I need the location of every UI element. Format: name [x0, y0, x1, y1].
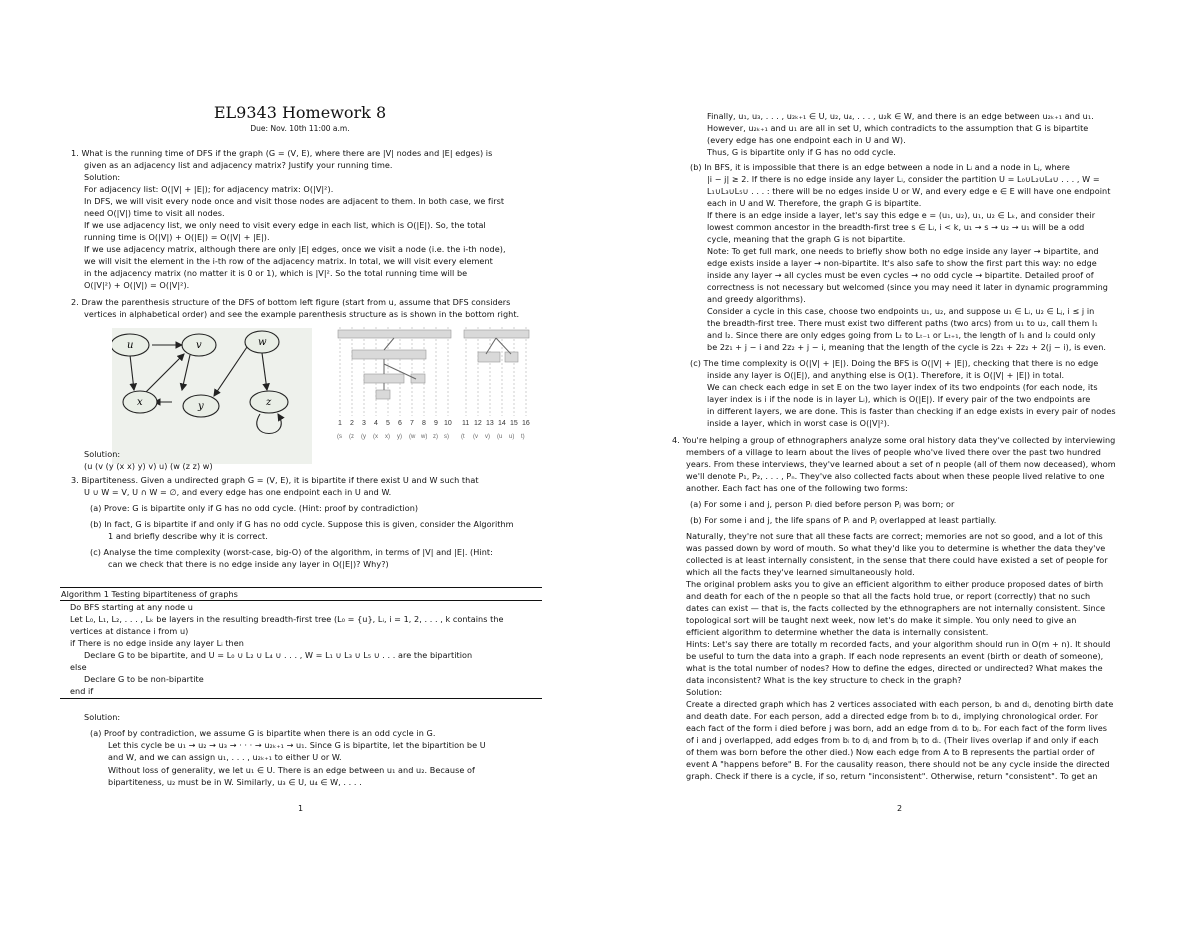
- timeline-paren-labels: [337, 434, 525, 440]
- paren-label: (v: [473, 434, 478, 440]
- tick-label: 3: [362, 420, 366, 427]
- paren-label: z): [433, 434, 438, 440]
- text-line: inside any layer is O(|E|), and anything else is O(1). Therefore, it is O(|V| + |E|) in total.: [707, 370, 1065, 380]
- text-line: and l₂. Since there are only edges going from Lₜ to Lₜ₋₁ or Lₜ₊₁, the length of l₁ and l₂ could only: [707, 330, 1096, 340]
- text-line: 4. You're helping a group of ethnographers analyze some oral history data they've collected by interviewing: [672, 435, 1116, 445]
- node-label-v: v: [196, 340, 202, 351]
- text-line: event A "happens before" B. For the causality reason, there should not be any cycle inside the directed: [686, 759, 1110, 769]
- timeline-ticks: [338, 420, 530, 427]
- text-line: Solution:: [84, 712, 121, 722]
- text-line: (a) For some i and j, person Pᵢ died before person Pⱼ was born; or: [690, 499, 955, 509]
- paren-label: (y: [361, 434, 366, 440]
- node-label-w: w: [258, 337, 267, 348]
- text-line: In DFS, we will visit every node once and visit those nodes are adjacent to them. In both case, we first: [84, 196, 505, 206]
- node-label-z: z: [266, 397, 272, 408]
- text-line: be 2z₁ + j − i and 2z₂ + j − i, meaning that the length of the cycle is 2z₁ + 2z₂ + 2(j − i), is even.: [707, 342, 1106, 352]
- paren-label: u): [509, 434, 515, 440]
- node-label-x: x: [137, 397, 143, 408]
- paren-label: w): [421, 434, 428, 440]
- text-line: in different layers, we are done. This is faster than checking if an edge exists in every pair of nodes: [707, 406, 1116, 416]
- text-line: running time is O(|V|) + O(|E|) = O(|V| + |E|).: [84, 232, 270, 242]
- text-line: Create a directed graph which has 2 vertices associated with each person, bᵢ and dᵢ, denoting birth date: [686, 699, 1114, 709]
- text-line: Hints: Let's say there are totally m recorded facts, and your algorithm should run in O(m + n). It should: [686, 639, 1111, 649]
- paren-label: (u: [497, 434, 503, 440]
- text-line: |i − j| ≥ 2. If there is no edge inside any layer Lᵢ, consider the partition U = L₀∪L₂∪L₄∪ . . . , W =: [707, 174, 1100, 184]
- tick-label: 13: [486, 420, 494, 427]
- text-line: L₁∪L₃∪L₅∪ . . . : there will be no edges inside U or W, and every edge e ∈ E will have one endpoint: [707, 186, 1111, 196]
- tick-label: 8: [422, 420, 426, 427]
- text-line: The original problem asks you to give an efficient algorithm to either produce proposed dates of birth: [686, 579, 1104, 589]
- text-line: data inconsistent? What is the key structure to check in the graph?: [686, 675, 962, 685]
- text-line: Thus, G is bipartite only if G has no odd cycle.: [707, 147, 896, 157]
- tick-label: 15: [510, 420, 518, 427]
- text-line: If there is an edge inside a layer, let's say this edge e = (u₁, u₂), u₁, u₂ ∈ Lₖ, and consider their: [707, 210, 1096, 220]
- algorithm-line: Let L₀, L₁, L₂, . . . , Lₖ be layers in the resulting breadth-first tree (L₀ = {u}, Lᵢ, i = 1, 2, . . . , k contains the: [70, 614, 504, 624]
- text-line: inside any layer → all cycles must be even cycles → no odd cycle → bipartite. Detailed proof of: [707, 270, 1094, 280]
- text-line: (b) In fact, G is bipartite if and only if G has no odd cycle. Suppose this is given, consider the Algorithm: [90, 519, 514, 529]
- text-line: We can check each edge in set E on the two layer index of its two endpoints (for each node, its: [707, 382, 1098, 392]
- text-line: layer index is i if the node is in layer Lᵢ), which is O(|E|). If every pair of the two endpoints are: [707, 394, 1091, 404]
- text-line: (c) The time complexity is O(|V| + |E|). Doing the BFS is O(|V| + |E|), checking that there is no edge: [690, 358, 1099, 368]
- algorithm-line: end if: [70, 686, 94, 696]
- text-line: (b) In BFS, it is impossible that there is an edge between a node in Lᵢ and a node in Lⱼ, where: [690, 162, 1070, 172]
- text-line: and greedy algorithms).: [707, 294, 806, 304]
- text-line: inside a layer, which in worst case is O(|V|²).: [707, 418, 890, 428]
- parenthesis-structure-figure: [336, 324, 542, 444]
- tick-label: 16: [522, 420, 530, 427]
- text-line: correctness is not necessary but welcomed (since you may need it later in dynamic programming: [707, 282, 1108, 292]
- text-line: the breadth-first tree. There must exist two different paths (two arcs) from u₁ to u₂, call them l₁: [707, 318, 1098, 328]
- due-date: Due: Nov. 10th 11:00 a.m.: [250, 124, 350, 133]
- text-line: which all the facts they've learned simultaneously hold.: [686, 567, 915, 577]
- text-line: collected is at least internally consistent, in the sense that there could have existed a set of people for: [686, 555, 1108, 565]
- text-line: cycle, meaning that the graph G is not bipartite.: [707, 234, 906, 244]
- text-line: another. Each fact has one of the following two forms:: [686, 483, 908, 493]
- text-line: If we use adjacency matrix, although there are only |E| edges, once we visit a node (i.e. the i-th node),: [84, 244, 506, 254]
- algorithm-bottom-rule: [60, 698, 542, 699]
- text-line: and death for each of the n people so that all the facts hold true, or report (correctly) that no such: [686, 591, 1091, 601]
- paren-label: t): [521, 434, 525, 440]
- text-line: edge exists inside a layer → non-bipartite. It's also safe to show the first part this way: no edge: [707, 258, 1097, 268]
- text-line: 3. Bipartiteness. Given a undirected graph G = (V, E), it is bipartite if there exist U and W such that: [71, 475, 479, 485]
- text-line: need O(|V|) time to visit all nodes.: [84, 208, 225, 218]
- text-line: years. From these interviews, they've learned about a set of n people (all of them now deceased), whom: [686, 459, 1116, 469]
- text-line: vertices in alphabetical order) and see the example parenthesis structure as is shown in the bottom right.: [84, 309, 520, 319]
- text-line: bipartiteness, u₂ must be in W. Similarly, u₃ ∈ U, u₄ ∈ W, . . . .: [108, 777, 362, 787]
- text-line: Solution:: [84, 172, 121, 182]
- tick-label: 5: [386, 420, 390, 427]
- text-line: we will visit the element in the i-th row of the adjacency matrix. In total, we will visit every element: [84, 256, 493, 266]
- text-line: in the adjacency matrix (no matter it is 0 or 1), which is |V|². So the total running time will be: [84, 268, 468, 278]
- text-line: (a) Proof by contradiction, we assume G is bipartite when there is an odd cycle in G.: [90, 728, 436, 738]
- paren-label: (w: [409, 434, 416, 440]
- text-line: of them was born before the other died.) Now each edge from A to B represents the partial order of: [686, 747, 1095, 757]
- text-line: (a) Prove: G is bipartite only if G has no odd cycle. (Hint: proof by contradiction): [90, 503, 419, 513]
- tick-label: 7: [410, 420, 414, 427]
- text-line: (b) For some i and j, the life spans of Pᵢ and Pⱼ overlapped at least partially.: [690, 515, 997, 525]
- algorithm-line: else: [70, 662, 87, 672]
- text-line: given as an adjacency list and adjacency matrix? Justify your running time.: [84, 160, 393, 170]
- text-line: what is the total number of nodes? How to define the edges, directed or undirected? What makes the: [686, 663, 1103, 673]
- algorithm-line: Declare G to be bipartite, and U = L₀ ∪ L₂ ∪ L₄ ∪ . . . , W = L₁ ∪ L₃ ∪ L₅ ∪ . . . are the bipartition: [84, 650, 473, 660]
- text-line: Naturally, they're not sure that all these facts are correct; memories are not so good, and a lot of this: [686, 531, 1103, 541]
- text-line: 1. What is the running time of DFS if the graph (G = (V, E), where there are |V| nodes and |E| edges) is: [71, 148, 493, 158]
- text-line: was passed down by word of mouth. So what they'd like you to determine is whether the data they've: [686, 543, 1106, 553]
- node-label-u: u: [127, 340, 134, 351]
- text-line: dates can exist — that is, the facts collected by the ethnographers are not internally consistent. Since: [686, 603, 1106, 613]
- paren-label: v): [485, 434, 490, 440]
- text-line: 2. Draw the parenthesis structure of the DFS of bottom left figure (start from u, assume that DFS considers: [71, 297, 511, 307]
- text-line: Without loss of generality, we let u₁ ∈ U. There is an edge between u₁ and u₂. Because of: [108, 765, 475, 775]
- algorithm-title: Algorithm 1 Testing bipartiteness of graphs: [61, 589, 238, 599]
- text-line: can we check that there is no edge inside any layer in O(|E|)? Why?): [108, 559, 389, 569]
- text-line: we'll denote P₁, P₂, . . . , Pₙ. They've also collected facts about when these people lived relative to one: [686, 471, 1105, 481]
- text-line: and W, and we can assign u₁, . . . , u₂ₖ₊₁ to either U or W.: [108, 752, 342, 762]
- tick-label: 12: [474, 420, 482, 427]
- paren-label: s): [444, 434, 449, 440]
- text-line: (c) Analyse the time complexity (worst-case, big-O) of the algorithm, in terms of |V| and |E|. (Hint:: [90, 547, 493, 557]
- text-line: Note: To get full mark, one needs to briefly show both no edge inside any layer → bipartite, and: [707, 246, 1099, 256]
- text-line: Consider a cycle in this case, choose two endpoints u₁, u₂, and suppose u₁ ∈ Lᵢ, u₂ ∈ Lⱼ, i ≤ j in: [707, 306, 1095, 316]
- tick-label: 6: [398, 420, 402, 427]
- document-title: EL9343 Homework 8: [213, 103, 387, 122]
- paren-label: x): [385, 434, 390, 440]
- text-line: If we use adjacency list, we only need to visit every edge in each list, which is O(|E|). So, the total: [84, 220, 486, 230]
- text-line: topological sort will be taught next week, now let's do make it simple. You only need to give an: [686, 615, 1077, 625]
- text-line: Solution:: [686, 687, 723, 697]
- paren-label: (z: [349, 434, 354, 440]
- text-line: Finally, u₁, u₃, . . . , u₂ₖ₊₁ ∈ U, u₂, u₄, . . . , u₂k ∈ W, and there is an edge between u₂ₖ₊₁ and u₁.: [707, 111, 1094, 121]
- tick-label: 1: [338, 420, 342, 427]
- tick-label: 11: [462, 420, 470, 427]
- paren-label: y): [397, 434, 402, 440]
- algorithm-line: Do BFS starting at any node u: [70, 602, 193, 612]
- tick-label: 9: [434, 420, 438, 427]
- tick-label: 2: [350, 420, 354, 427]
- page-number: 1: [298, 804, 304, 813]
- text-line: of i and j overlapped, add edges from bᵢ to dⱼ and from bⱼ to dᵢ. (Their lives overlap if and only if each: [686, 735, 1099, 745]
- page-number: 2: [897, 804, 903, 813]
- text-line: For adjacency list: O(|V| + |E|); for adjacency matrix: O(|V|²).: [84, 184, 334, 194]
- tick-label: 14: [498, 420, 506, 427]
- text-line: Let this cycle be u₁ → u₂ → u₃ → · · · → u₂ₖ₊₁ → u₁. Since G is bipartite, let the bipartition be U: [108, 740, 486, 750]
- page-2: [600, 0, 1200, 927]
- text-line: lowest common ancestor in the breadth-first tree s ∈ Lᵢ, i < k, u₁ → s → u₂ → u₁ will be a odd: [707, 222, 1085, 232]
- algorithm-line: Declare G to be non-bipartite: [84, 674, 204, 684]
- text-line: members of a village to learn about the lives of people who've lived there over the past two hundred: [686, 447, 1101, 457]
- text-line: each fact of the form i died before j was born, add an edge from dᵢ to bⱼ. For each fact of the form lives: [686, 723, 1108, 733]
- algorithm-line: if There is no edge inside any layer Lᵢ then: [70, 638, 244, 648]
- node-label-y: y: [198, 401, 204, 412]
- paren-label: (s: [337, 434, 342, 440]
- text-line: O(|V|²) + O(|V|) = O(|V|²).: [84, 280, 190, 290]
- algorithm-line: vertices at distance i from u): [70, 626, 189, 636]
- text-line: be useful to turn the data into a graph. If each node represents an event (birth or death of someone),: [686, 651, 1104, 661]
- text-line: each in U and W. Therefore, the graph G is bipartite.: [707, 198, 922, 208]
- text-line: (every edge has one endpoint each in U and W).: [707, 135, 906, 145]
- interval-bars: [338, 330, 529, 399]
- paren-label: (x: [373, 434, 378, 440]
- text-line: graph. Check if there is a cycle, if so, return "inconsistent". Otherwise, return "consistent". To get an: [686, 771, 1098, 781]
- text-line: However, u₂ₖ₊₁ and u₁ are all in set U, which contradicts to the assumption that G is bipartite: [707, 123, 1089, 133]
- tick-label: 10: [444, 420, 452, 427]
- text-line: efficient algorithm to determine whether the data is internally consistent.: [686, 627, 989, 637]
- text-line: Solution:: [84, 449, 121, 459]
- text-line: 1 and briefly describe why it is correct.: [108, 531, 268, 541]
- directed-graph-figure: [112, 328, 312, 464]
- text-line: (u (v (y (x x) y) v) u) (w (z z) w): [84, 461, 213, 471]
- text-line: U ∪ W = V, U ∩ W = ∅, and every edge has one endpoint each in U and W.: [84, 487, 392, 497]
- text-line: and death date. For each person, add a directed edge from bᵢ to dᵢ, implying chronological order. For: [686, 711, 1098, 721]
- tick-label: 4: [374, 420, 378, 427]
- paren-label: (t: [461, 434, 465, 440]
